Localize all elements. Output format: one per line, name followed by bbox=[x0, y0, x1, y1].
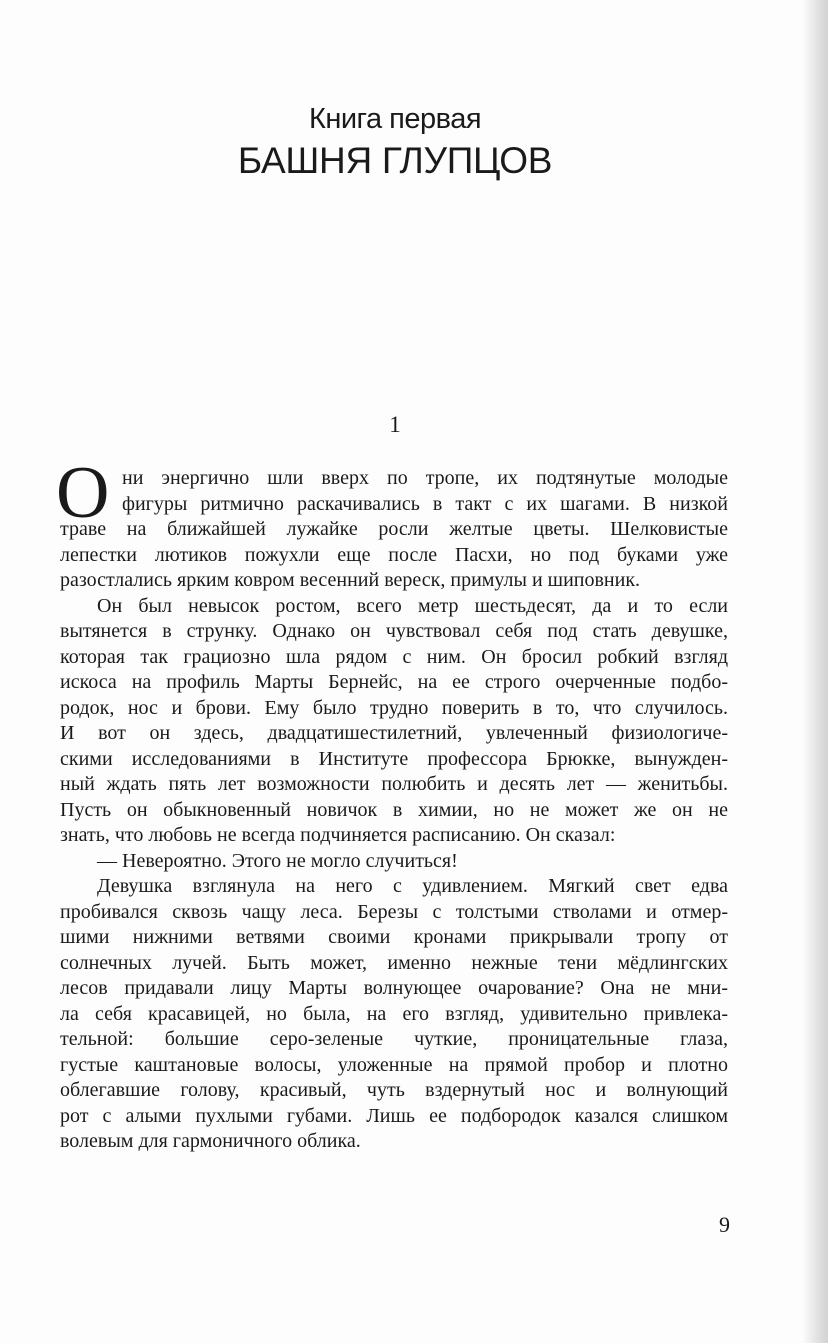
text-line: вытянется в струнку. Однако он чувствовал себя под стать девушке, bbox=[60, 620, 728, 642]
text-line: родок, нос и брови. Ему было трудно поверить в то, что случилось. bbox=[60, 696, 728, 719]
text-line: лепестки лютиков пожухли еще после Пасхи, но под буками уже bbox=[60, 543, 728, 566]
text-line: густые каштановые волосы, уложенные на прямой пробор и плотно bbox=[60, 1053, 728, 1076]
text-line: траве на ближайшей лужайке росли желтые цветы. Шелковистые bbox=[60, 518, 728, 540]
text-line: скими исследованиями в Институте профессора Брюкке, вынужден- bbox=[60, 747, 728, 770]
text-line: ный ждать пять лет возможности полюбить и десять лет — женитьбы. bbox=[60, 773, 728, 795]
page-edge-shadow bbox=[802, 0, 828, 1343]
text-line: тельной: большие серо-зеленые чуткие, проницательные глаза, bbox=[60, 1028, 728, 1050]
text-line: Девушка взглянула на него с удивлением. Мягкий свет едва bbox=[97, 875, 728, 897]
text-line: которая так грациозно шла рядом с ним. Он бросил робкий взгляд bbox=[60, 645, 728, 668]
body-text bbox=[56, 452, 728, 1155]
text-line: пробивался сквозь чащу леса. Березы с толстыми стволами и отмер- bbox=[60, 900, 728, 923]
text-line: искоса на профиль Марты Бернейс, на ее строго очерченные подбо- bbox=[60, 671, 728, 693]
text-line: И вот он здесь, двадцатишестилетний, увлеченный физиологиче- bbox=[60, 722, 728, 744]
text-line: ла себя красавицей, но была, на его взгляд, удивительно привлека- bbox=[60, 1002, 728, 1025]
page-number: 9 bbox=[719, 1212, 730, 1237]
book-part-heading: Книга первая bbox=[308, 103, 482, 135]
text-line: рот с алыми пухлыми губами. Лишь ее подбородок казался слишком bbox=[60, 1104, 728, 1127]
text-line: ни энергично шли вверх по тропе, их подтянутые молодые bbox=[122, 467, 728, 489]
text-line: знать, что любовь не всегда подчиняется расписанию. Он сказал: bbox=[60, 824, 616, 846]
text-line: волевым для гармоничного облика. bbox=[60, 1130, 361, 1152]
drop-cap: О bbox=[56, 452, 110, 534]
text-line: фигуры ритмично раскачивались в такт с их шагами. В низкой bbox=[122, 492, 728, 515]
text-line: шими нижними ветвями своими кронами прикрывали тропу от bbox=[60, 926, 728, 948]
text-line: облегавшие голову, красивый, чуть вздернутый нос и волнующий bbox=[60, 1079, 728, 1101]
text-line: лесов придавали лицу Марты волнующее очарование? Она не мни- bbox=[60, 977, 728, 999]
text-line: разостлались ярким ковром весенний вереск, примулы и шиповник. bbox=[60, 569, 641, 591]
chapter-number: 1 bbox=[389, 412, 401, 437]
text-line: — Невероятно. Этого не могло случиться! bbox=[97, 849, 458, 872]
text-line: Пусть он обыкновенный новичок в химии, но не может же он не bbox=[60, 798, 728, 821]
text-line: солнечных лучей. Быть может, именно нежные тени мёдлингских bbox=[60, 951, 728, 974]
text-line: Он был невысок ростом, всего метр шестьдесят, да и то если bbox=[97, 594, 728, 617]
book-title: БАШНЯ ГЛУПЦОВ bbox=[237, 140, 553, 181]
